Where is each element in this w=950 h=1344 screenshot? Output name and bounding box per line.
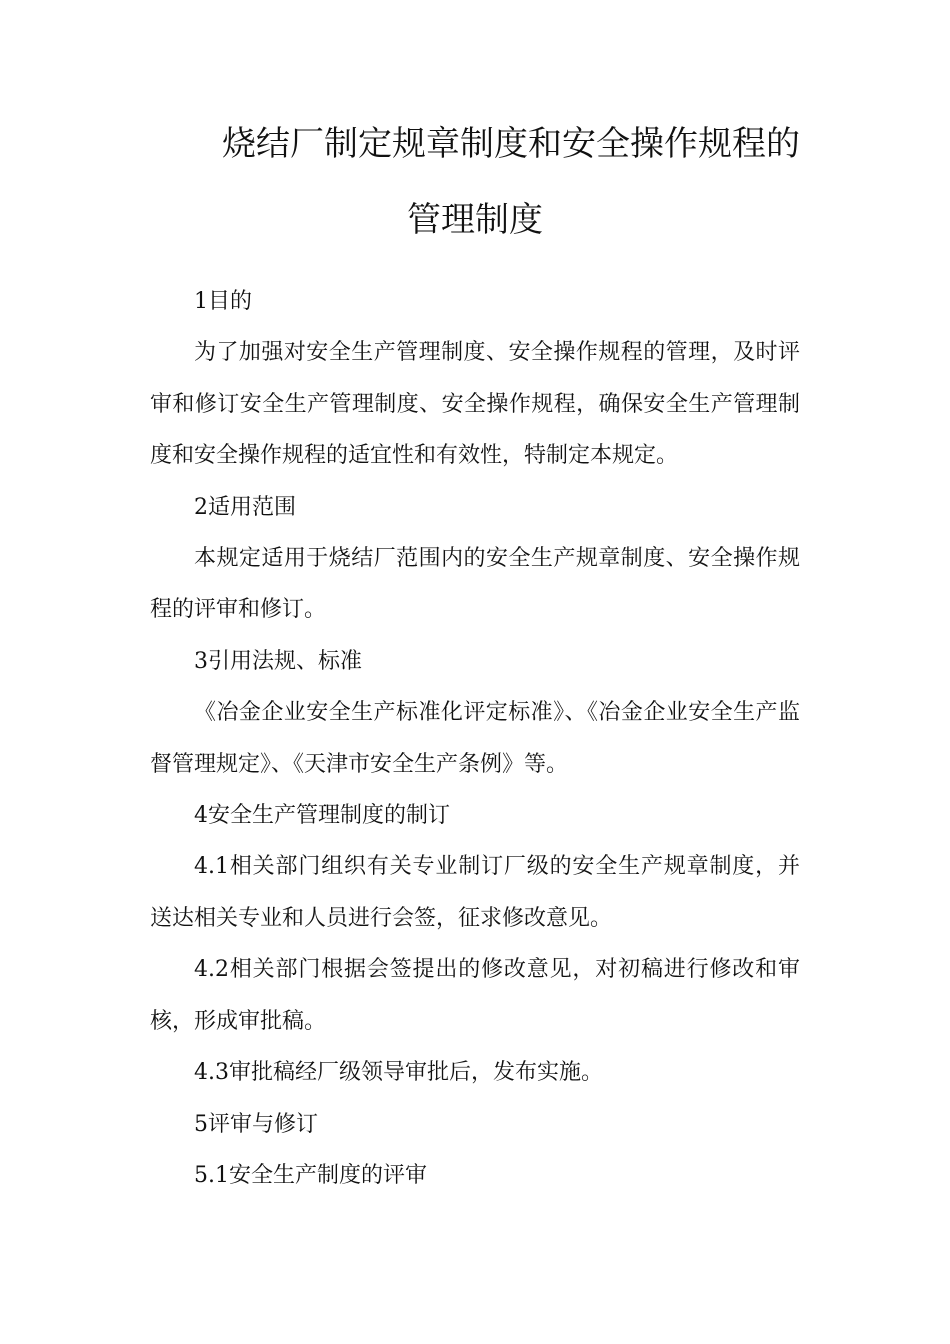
paragraph-4-3: 4.3审批稿经厂级领导审批后，发布实施。: [194, 1060, 603, 1086]
document-title-line-2: 管理制度: [407, 200, 543, 240]
paragraph-references: 《冶金企业安全生产标准化评定标准》、《冶金企业安全生产监督管理规定》、《天津市安全生产条例》等。: [150, 700, 800, 777]
subsection-heading-5-1: 5.1安全生产制度的评审: [194, 1162, 427, 1188]
document-body: [150, 276, 800, 1201]
section-heading-scope: 2适用范围: [194, 494, 296, 520]
section-heading-references: 3引用法规、标准: [194, 648, 362, 674]
document-title-line-1: 烧结厂制定规章制度和安全操作规程的: [222, 124, 800, 164]
paragraph-4-2: 4.2相关部门根据会签提出的修改意见，对初稿进行修改和审核，形成审批稿。: [150, 957, 800, 1034]
paragraph-4-1: 4.1相关部门组织有关专业制订厂级的安全生产规章制度，并送达相关专业和人员进行会签，征求修改意见。: [150, 854, 800, 931]
section-heading-purpose: 1目的: [194, 289, 252, 314]
section-heading-review: 5评审与修订: [194, 1111, 318, 1137]
paragraph-scope: 本规定适用于烧结厂范围内的安全生产规章制度、安全操作规程的评审和修订。: [150, 546, 800, 623]
section-heading-formulation: 4安全生产管理制度的制订: [194, 803, 450, 829]
paragraph-purpose: 为了加强对安全生产管理制度、安全操作规程的管理，及时评审和修订安全生产管理制度、安全操作规程，确保安全生产管理制度和安全操作规程的适宜性和有效性，特制定本规定。: [150, 340, 800, 469]
